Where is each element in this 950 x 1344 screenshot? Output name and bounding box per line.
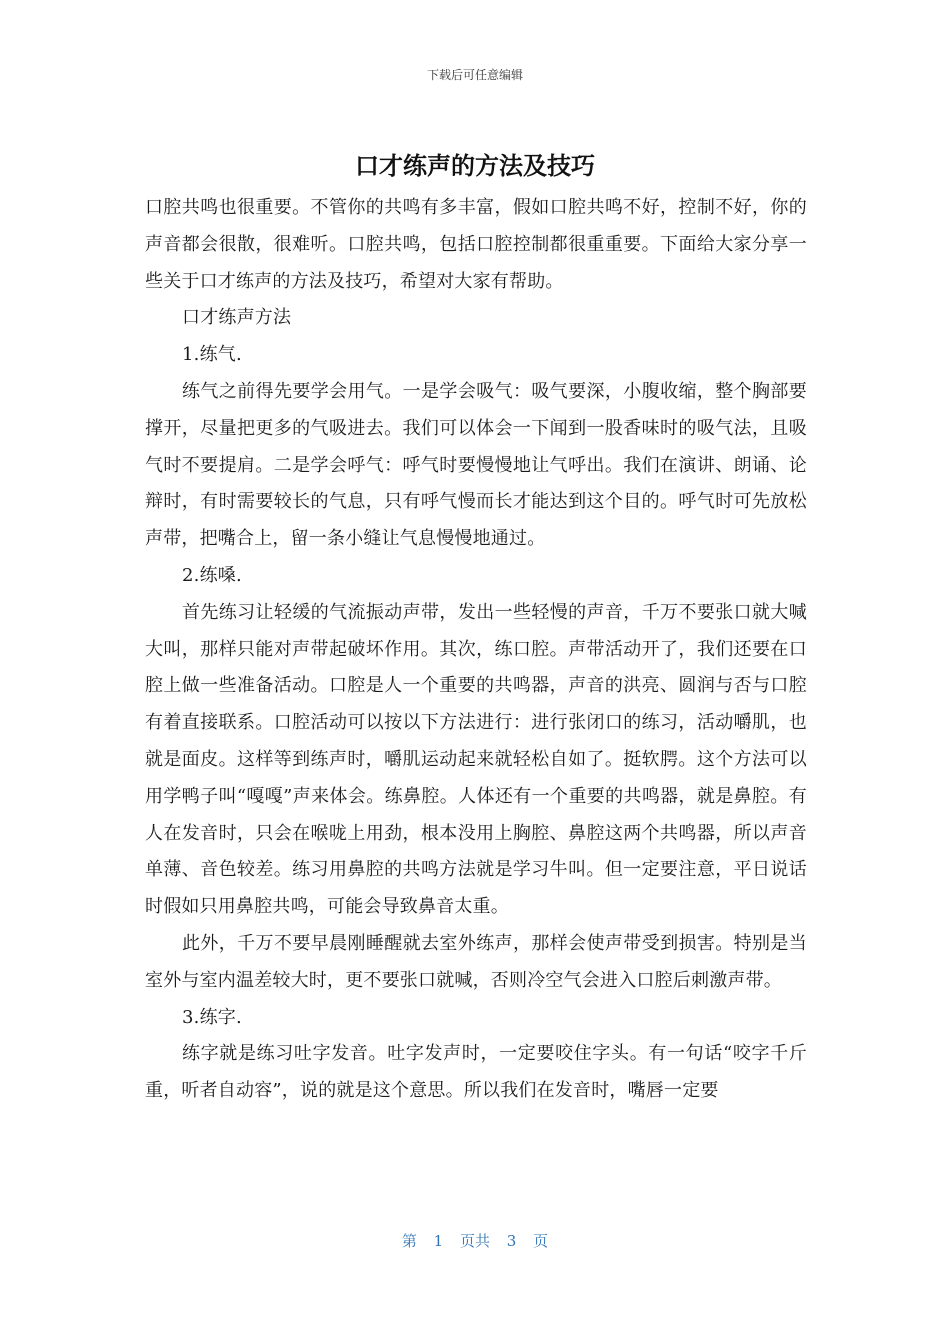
paragraph-articulation: 练字就是练习吐字发音。吐字发声时，一定要咬住字头。有一句话“咬字千斤重，听者自动容”，说的就是这个意思。所以我们在发音时，嘴唇一定要: [145, 1043, 807, 1102]
page-title: 口才练声的方法及技巧: [355, 152, 595, 180]
footer-page-mid: 页共: [459, 1232, 490, 1250]
footer-page-label: 第: [401, 1232, 417, 1250]
paragraph-breath: 练气之前得先要学会用气。一是学会吸气：吸气要深，小腹收缩，整个胸部要撑开，尽量把更多的气吸进去。我们可以体会一下闻到一股香味时的吸气法，且吸气时不要提肩。二是学会呼气：呼气时要慢慢地让气呼出。我们在演讲、朗诵、论辩时，有时需要较长的气息，只有呼气慢而长才能达到这个目的。呼气时可先放松声带，把嘴合上，留一条小缝让气息慢慢地通过。: [145, 380, 807, 550]
subheading-articulation: 3.练字.: [182, 1006, 242, 1028]
intro-paragraph: 口腔共鸣也很重要。不管你的共鸣有多丰富，假如口腔共鸣不好，控制不好，你的声音都会很散，很难听。口腔共鸣，包括口腔控制都很重重要。下面给大家分享一些关于口才练声的方法及技巧，希望对大家有帮助。: [145, 197, 807, 292]
paragraph-caution: 此外，千万不要早晨刚睡醒就去室外练声，那样会使声带受到损害。特别是当室外与室内温差较大时，更不要张口就喊，否则冷空气会进入口腔后刺激声带。: [145, 932, 807, 991]
document-body: [145, 190, 807, 1110]
header-note: 下载后可任意编辑: [426, 68, 523, 82]
subheading-breath: 1.练气.: [182, 344, 242, 366]
section-heading-methods: 口才练声方法: [182, 307, 292, 329]
subheading-voice: 2.练嗓.: [182, 564, 242, 586]
footer-page-total: 3: [506, 1232, 517, 1250]
page-footer: [0, 1230, 950, 1251]
footer-page-suffix: 页: [533, 1232, 549, 1250]
paragraph-voice: 首先练习让轻缓的气流振动声带，发出一些轻慢的声音，千万不要张口就大喊大叫，那样只能对声带起破坏作用。其次，练口腔。声带活动开了，我们还要在口腔上做一些准备活动。口腔是人一个重要的共鸣器，声音的洪亮、圆润与否与口腔有着直接联系。口腔活动可以按以下方法进行：进行张闭口的练习，活动嚼肌，也就是面皮。这样等到练声时，嚼肌运动起来就轻松自如了。挺软腭。这个方法可以用学鸭子叫“嘎嘎”声来体会。练鼻腔。人体还有一个重要的共鸣器，就是鼻腔。有人在发音时，只会在喉咙上用劲，根本没用上胸腔、鼻腔这两个共鸣器，所以声音单薄、音色较差。练习用鼻腔的共鸣方法就是学习牛叫。但一定要注意，平日说话时假如只用鼻腔共鸣，可能会导致鼻音太重。: [145, 601, 807, 918]
footer-page-number: 1: [433, 1232, 444, 1250]
